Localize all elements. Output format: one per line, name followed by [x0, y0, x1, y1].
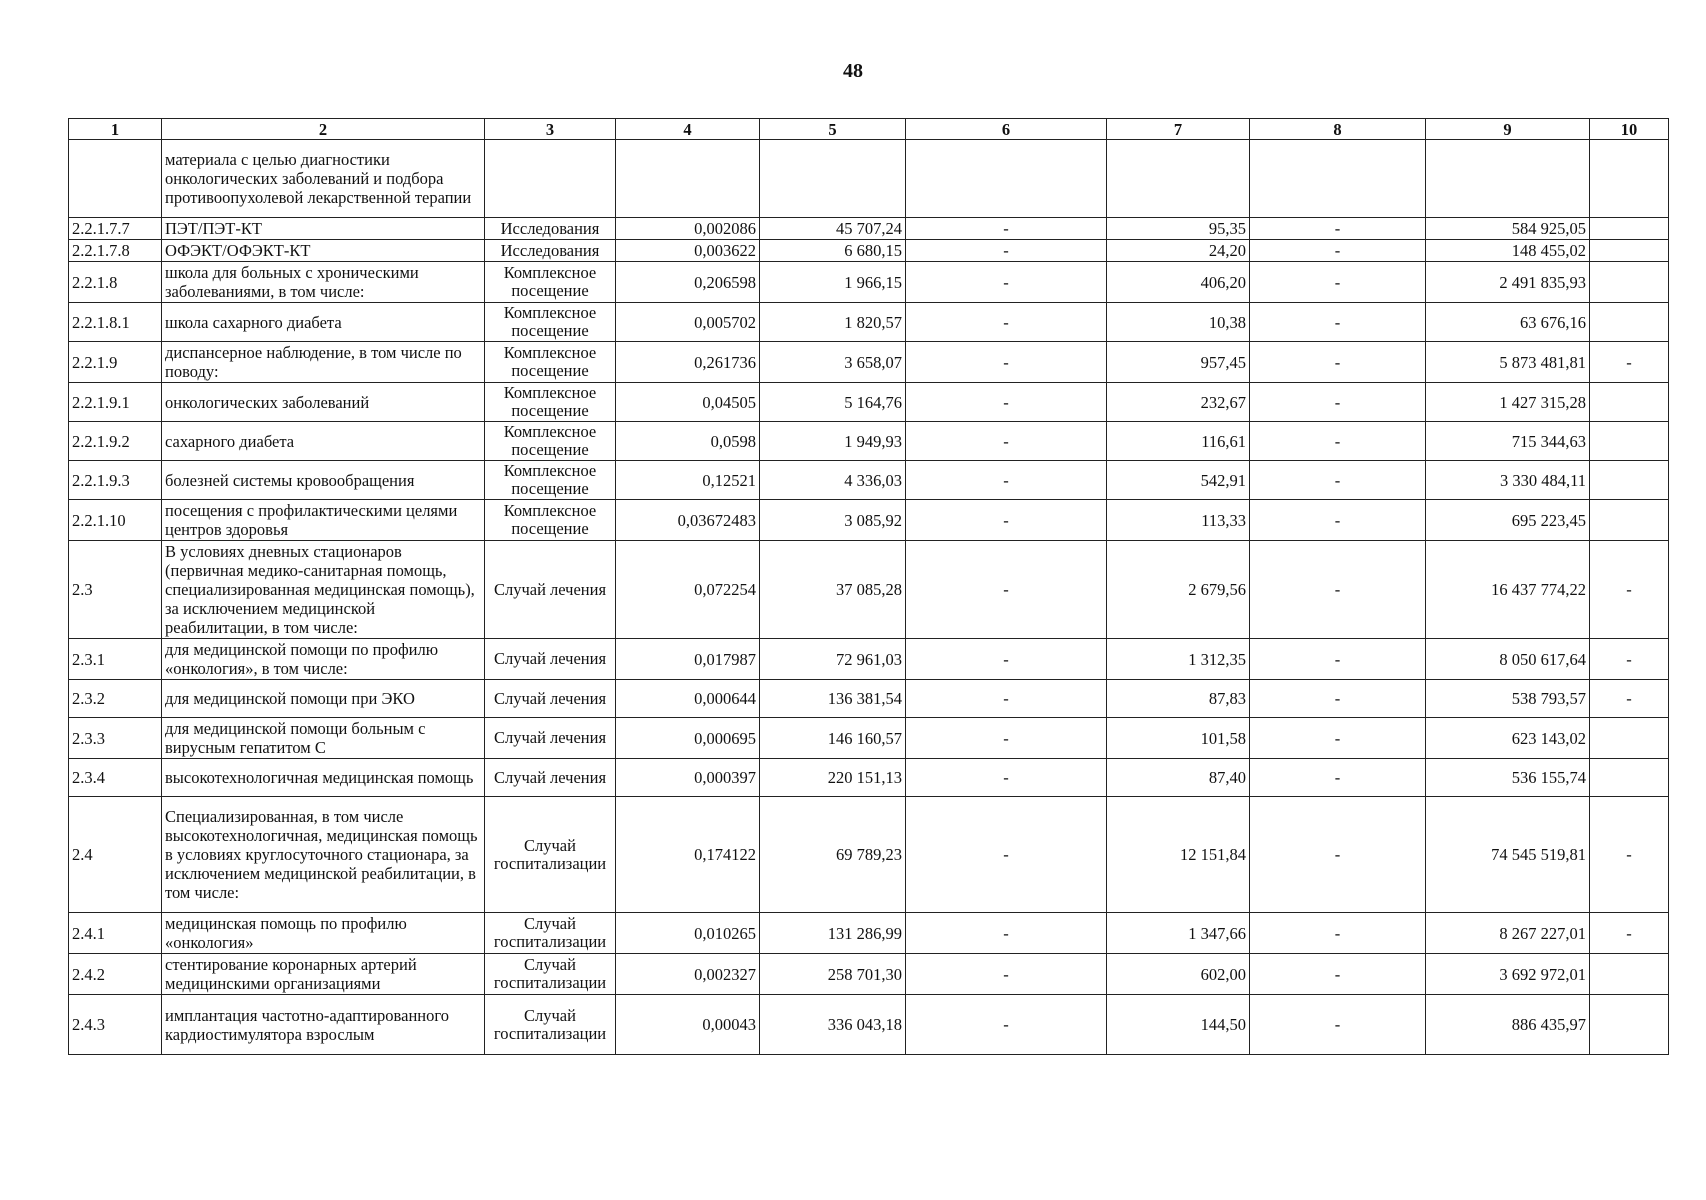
norm-cell: 0,261736: [616, 342, 760, 383]
table-row: [69, 303, 1669, 342]
column-header: 3: [485, 119, 616, 140]
col6-cell: -: [906, 500, 1107, 541]
col10-cell: -: [1590, 639, 1669, 680]
norm-cell: 0,002086: [616, 218, 760, 240]
col10-cell: [1590, 240, 1669, 262]
col6-cell: -: [906, 541, 1107, 639]
col8-cell: -: [1250, 461, 1426, 500]
unit-cell: [485, 140, 616, 218]
col6-cell: -: [906, 797, 1107, 913]
cost-cell: 4 336,03: [760, 461, 906, 500]
col6-cell: -: [906, 461, 1107, 500]
col10-cell: [1590, 759, 1669, 797]
table-row: [69, 140, 1669, 218]
norm-cell: 0,03672483: [616, 500, 760, 541]
table-row: [69, 383, 1669, 422]
col10-cell: [1590, 303, 1669, 342]
norm-cell: 0,206598: [616, 262, 760, 303]
cost-cell: 3 658,07: [760, 342, 906, 383]
total-cell: 16 437 774,22: [1426, 541, 1590, 639]
cost-cell: 1 949,93: [760, 422, 906, 461]
norm-cell: 0,072254: [616, 541, 760, 639]
col10-cell: [1590, 718, 1669, 759]
cost-cell: 3 085,92: [760, 500, 906, 541]
total-cell: 623 143,02: [1426, 718, 1590, 759]
norm-cell: [616, 140, 760, 218]
table-row: [69, 218, 1669, 240]
total-cell: 536 155,74: [1426, 759, 1590, 797]
col8-cell: -: [1250, 218, 1426, 240]
row-number-cell: 2.3.1: [69, 639, 162, 680]
unit-cell: Случай лечения: [485, 639, 616, 680]
cost-cell: 1 966,15: [760, 262, 906, 303]
unit-cell: Исследования: [485, 218, 616, 240]
col10-cell: [1590, 500, 1669, 541]
total-cell: 695 223,45: [1426, 500, 1590, 541]
indicator-name-cell: для медицинской помощи больным с вирусным гепатитом С: [162, 718, 485, 759]
indicator-name-cell: для медицинской помощи при ЭКО: [162, 680, 485, 718]
col7-cell: 1 312,35: [1107, 639, 1250, 680]
indicator-name-cell: медицинская помощь по профилю «онкология»: [162, 913, 485, 954]
table-row: [69, 500, 1669, 541]
indicator-name-cell: ПЭТ/ПЭТ-КТ: [162, 218, 485, 240]
col8-cell: -: [1250, 541, 1426, 639]
col6-cell: -: [906, 240, 1107, 262]
col8-cell: -: [1250, 240, 1426, 262]
col6-cell: -: [906, 262, 1107, 303]
indicator-name-cell: имплантация частотно-адаптированного кардиостимулятора взрослым: [162, 995, 485, 1055]
indicator-name-cell: стентирование коронарных артерий медицинскими организациями: [162, 954, 485, 995]
col8-cell: -: [1250, 500, 1426, 541]
col7-cell: 87,40: [1107, 759, 1250, 797]
row-number-cell: 2.4.3: [69, 995, 162, 1055]
total-cell: 538 793,57: [1426, 680, 1590, 718]
cost-cell: 37 085,28: [760, 541, 906, 639]
norm-cell: 0,003622: [616, 240, 760, 262]
col7-cell: 113,33: [1107, 500, 1250, 541]
table-row: [69, 954, 1669, 995]
table-row: [69, 797, 1669, 913]
col10-cell: [1590, 995, 1669, 1055]
col7-cell: 144,50: [1107, 995, 1250, 1055]
unit-cell: Исследования: [485, 240, 616, 262]
col8-cell: -: [1250, 759, 1426, 797]
col7-cell: 1 347,66: [1107, 913, 1250, 954]
total-cell: 715 344,63: [1426, 422, 1590, 461]
col7-cell: 24,20: [1107, 240, 1250, 262]
col6-cell: -: [906, 383, 1107, 422]
page-number: 48: [843, 60, 863, 82]
column-header: 9: [1426, 119, 1590, 140]
col7-cell: 101,58: [1107, 718, 1250, 759]
column-header: 10: [1590, 119, 1669, 140]
header-row: [69, 119, 1669, 140]
col6-cell: [906, 140, 1107, 218]
total-cell: 886 435,97: [1426, 995, 1590, 1055]
col10-cell: [1590, 461, 1669, 500]
row-number-cell: 2.3.4: [69, 759, 162, 797]
cost-cell: 69 789,23: [760, 797, 906, 913]
row-number-cell: 2.2.1.9.2: [69, 422, 162, 461]
col7-cell: 2 679,56: [1107, 541, 1250, 639]
table-row: [69, 240, 1669, 262]
column-header: 4: [616, 119, 760, 140]
col7-cell: [1107, 140, 1250, 218]
total-cell: 74 545 519,81: [1426, 797, 1590, 913]
column-header: 1: [69, 119, 162, 140]
col6-cell: -: [906, 718, 1107, 759]
norm-cell: 0,002327: [616, 954, 760, 995]
unit-cell: Комплексное посещение: [485, 262, 616, 303]
col8-cell: -: [1250, 383, 1426, 422]
col7-cell: 406,20: [1107, 262, 1250, 303]
unit-cell: Случай лечения: [485, 541, 616, 639]
cost-cell: 72 961,03: [760, 639, 906, 680]
indicator-name-cell: болезней системы кровообращения: [162, 461, 485, 500]
col6-cell: -: [906, 913, 1107, 954]
row-number-cell: 2.2.1.9.3: [69, 461, 162, 500]
norm-cell: 0,000397: [616, 759, 760, 797]
row-number-cell: [69, 140, 162, 218]
col10-cell: [1590, 422, 1669, 461]
unit-cell: Комплексное посещение: [485, 500, 616, 541]
row-number-cell: 2.3.2: [69, 680, 162, 718]
col6-cell: -: [906, 342, 1107, 383]
cost-cell: 6 680,15: [760, 240, 906, 262]
table-body: [69, 140, 1669, 1055]
cost-cell: 1 820,57: [760, 303, 906, 342]
column-header: 8: [1250, 119, 1426, 140]
col10-cell: [1590, 954, 1669, 995]
col8-cell: [1250, 140, 1426, 218]
row-number-cell: 2.2.1.9: [69, 342, 162, 383]
col6-cell: -: [906, 303, 1107, 342]
column-header: 2: [162, 119, 485, 140]
row-number-cell: 2.2.1.7.7: [69, 218, 162, 240]
col10-cell: -: [1590, 342, 1669, 383]
col10-cell: [1590, 140, 1669, 218]
table-row: [69, 342, 1669, 383]
col10-cell: -: [1590, 797, 1669, 913]
row-number-cell: 2.2.1.10: [69, 500, 162, 541]
indicator-name-cell: школа для больных с хроническими заболеваниями, в том числе:: [162, 262, 485, 303]
cost-cell: 5 164,76: [760, 383, 906, 422]
indicator-name-cell: онкологических заболеваний: [162, 383, 485, 422]
col8-cell: -: [1250, 718, 1426, 759]
indicator-name-cell: посещения с профилактическими целями центров здоровья: [162, 500, 485, 541]
cost-cell: 146 160,57: [760, 718, 906, 759]
col8-cell: -: [1250, 680, 1426, 718]
col6-cell: -: [906, 995, 1107, 1055]
table-row: [69, 759, 1669, 797]
norm-cell: 0,000695: [616, 718, 760, 759]
unit-cell: Случай госпитализации: [485, 995, 616, 1055]
col10-cell: -: [1590, 680, 1669, 718]
table-row: [69, 461, 1669, 500]
col10-cell: [1590, 262, 1669, 303]
unit-cell: Случай госпитализации: [485, 954, 616, 995]
row-number-cell: 2.2.1.7.8: [69, 240, 162, 262]
col6-cell: -: [906, 954, 1107, 995]
data-table: [68, 118, 1669, 1055]
col8-cell: -: [1250, 262, 1426, 303]
norm-cell: 0,010265: [616, 913, 760, 954]
norm-cell: 0,00043: [616, 995, 760, 1055]
total-cell: 5 873 481,81: [1426, 342, 1590, 383]
col6-cell: -: [906, 218, 1107, 240]
col7-cell: 12 151,84: [1107, 797, 1250, 913]
row-number-cell: 2.4.2: [69, 954, 162, 995]
col7-cell: 957,45: [1107, 342, 1250, 383]
unit-cell: Комплексное посещение: [485, 461, 616, 500]
col8-cell: -: [1250, 797, 1426, 913]
cost-cell: 45 707,24: [760, 218, 906, 240]
col8-cell: -: [1250, 995, 1426, 1055]
unit-cell: Комплексное посещение: [485, 383, 616, 422]
column-header: 6: [906, 119, 1107, 140]
table-row: [69, 995, 1669, 1055]
col6-cell: -: [906, 759, 1107, 797]
total-cell: 8 050 617,64: [1426, 639, 1590, 680]
table-row: [69, 541, 1669, 639]
norm-cell: 0,005702: [616, 303, 760, 342]
table-row: [69, 913, 1669, 954]
col10-cell: -: [1590, 913, 1669, 954]
table-row: [69, 718, 1669, 759]
col6-cell: -: [906, 422, 1107, 461]
unit-cell: Случай лечения: [485, 759, 616, 797]
norm-cell: 0,017987: [616, 639, 760, 680]
column-header: 5: [760, 119, 906, 140]
unit-cell: Случай госпитализации: [485, 913, 616, 954]
cost-cell: 131 286,99: [760, 913, 906, 954]
cost-cell: 136 381,54: [760, 680, 906, 718]
indicator-name-cell: В условиях дневных стационаров (первичная медико-санитарная помощь, специализированная медицинская помощь), за исключением медицинской реабилитации, в том числе:: [162, 541, 485, 639]
cost-cell: 220 151,13: [760, 759, 906, 797]
col7-cell: 116,61: [1107, 422, 1250, 461]
total-cell: 2 491 835,93: [1426, 262, 1590, 303]
row-number-cell: 2.3.3: [69, 718, 162, 759]
table-row: [69, 639, 1669, 680]
total-cell: 8 267 227,01: [1426, 913, 1590, 954]
indicator-name-cell: сахарного диабета: [162, 422, 485, 461]
total-cell: [1426, 140, 1590, 218]
total-cell: 1 427 315,28: [1426, 383, 1590, 422]
col10-cell: -: [1590, 541, 1669, 639]
col7-cell: 95,35: [1107, 218, 1250, 240]
indicator-name-cell: Специализированная, в том числе высокотехнологичная, медицинская помощь в условиях круглосуточного стационара, за исключением медицинской реабилитации, в том числе:: [162, 797, 485, 913]
col6-cell: -: [906, 680, 1107, 718]
col8-cell: -: [1250, 303, 1426, 342]
indicator-name-cell: ОФЭКТ/ОФЭКТ-КТ: [162, 240, 485, 262]
col8-cell: -: [1250, 954, 1426, 995]
row-number-cell: 2.3: [69, 541, 162, 639]
cost-cell: 258 701,30: [760, 954, 906, 995]
indicator-name-cell: материала с целью диагностики онкологических заболеваний и подбора противоопухолевой лекарственной терапии: [162, 140, 485, 218]
col7-cell: 542,91: [1107, 461, 1250, 500]
unit-cell: Случай лечения: [485, 680, 616, 718]
norm-cell: 0,000644: [616, 680, 760, 718]
norm-cell: 0,04505: [616, 383, 760, 422]
cost-cell: [760, 140, 906, 218]
indicator-name-cell: высокотехнологичная медицинская помощь: [162, 759, 485, 797]
table-row: [69, 422, 1669, 461]
unit-cell: Комплексное посещение: [485, 342, 616, 383]
norm-cell: 0,12521: [616, 461, 760, 500]
indicator-name-cell: школа сахарного диабета: [162, 303, 485, 342]
total-cell: 584 925,05: [1426, 218, 1590, 240]
unit-cell: Случай лечения: [485, 718, 616, 759]
unit-cell: Комплексное посещение: [485, 303, 616, 342]
row-number-cell: 2.2.1.9.1: [69, 383, 162, 422]
col6-cell: -: [906, 639, 1107, 680]
col8-cell: -: [1250, 639, 1426, 680]
col7-cell: 87,83: [1107, 680, 1250, 718]
total-cell: 148 455,02: [1426, 240, 1590, 262]
col8-cell: -: [1250, 913, 1426, 954]
indicator-name-cell: диспансерное наблюдение, в том числе по поводу:: [162, 342, 485, 383]
norm-cell: 0,0598: [616, 422, 760, 461]
col10-cell: [1590, 218, 1669, 240]
table-row: [69, 680, 1669, 718]
col8-cell: -: [1250, 422, 1426, 461]
col8-cell: -: [1250, 342, 1426, 383]
col10-cell: [1590, 383, 1669, 422]
norm-cell: 0,174122: [616, 797, 760, 913]
column-header: 7: [1107, 119, 1250, 140]
cost-cell: 336 043,18: [760, 995, 906, 1055]
col7-cell: 10,38: [1107, 303, 1250, 342]
row-number-cell: 2.2.1.8: [69, 262, 162, 303]
row-number-cell: 2.2.1.8.1: [69, 303, 162, 342]
table-row: [69, 262, 1669, 303]
total-cell: 3 692 972,01: [1426, 954, 1590, 995]
total-cell: 3 330 484,11: [1426, 461, 1590, 500]
total-cell: 63 676,16: [1426, 303, 1590, 342]
unit-cell: Случай госпитализации: [485, 797, 616, 913]
unit-cell: Комплексное посещение: [485, 422, 616, 461]
col7-cell: 602,00: [1107, 954, 1250, 995]
col7-cell: 232,67: [1107, 383, 1250, 422]
row-number-cell: 2.4.1: [69, 913, 162, 954]
row-number-cell: 2.4: [69, 797, 162, 913]
indicator-name-cell: для медицинской помощи по профилю «онкология», в том числе:: [162, 639, 485, 680]
